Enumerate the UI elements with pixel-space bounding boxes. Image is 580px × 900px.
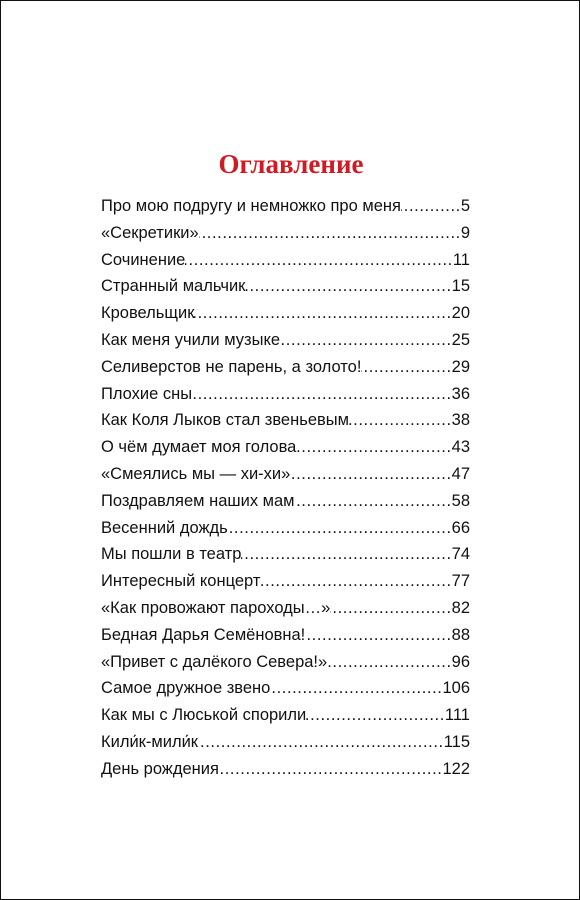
toc-entry-title: О чём думает моя голова [101,438,297,457]
toc-entry-title: «Смеялись мы — хи-хи» [101,464,291,483]
dot-leader [260,568,451,595]
toc-entry-page: 15 [451,277,470,296]
toc-entry-page: 36 [451,384,470,403]
toc-entry-page: 115 [443,732,470,751]
toc-entry [101,247,470,274]
toc-entry-page: 9 [460,223,470,242]
dot-leader [327,649,451,676]
toc-entry [101,541,470,568]
toc-entry [101,729,470,756]
toc-entry-page: 43 [451,438,470,457]
dot-leader [401,193,461,220]
toc-entry-title: Плохие сны [101,384,193,403]
toc-entry-title: Весенний дождь [101,518,228,537]
toc-entry-title: День рождения [101,759,219,778]
toc-entry [101,702,470,729]
toc-entry-page: 66 [451,518,470,537]
dot-leader [185,247,453,274]
toc-entry [101,220,470,247]
toc-entry-page: 88 [451,625,470,644]
toc-entry [101,515,470,542]
toc-entry-title: Бедная Дарья Семёновна! [101,625,306,644]
dot-leader [306,702,445,729]
dot-leader [270,675,442,702]
toc-entry-title: Селиверстов не парень, а золото! [101,357,362,376]
toc-entry [101,595,470,622]
toc-entry-title: «Привет с далёкого Севера!» [101,652,328,671]
toc-entry-title: Странный мальчик [101,277,246,296]
dot-leader [295,488,452,515]
toc-entry-title: Кили́к-мили́к [101,732,199,751]
dot-leader [199,220,461,247]
toc-entry-page: 82 [451,598,470,617]
toc-entry-title: Как Коля Лыков стал звеньевым [101,411,349,430]
toc-entry-page: 29 [451,357,470,376]
toc-entry-page: 20 [451,304,470,323]
toc-entry-title: Самое дружное звено [101,679,271,698]
toc-entry [101,273,470,300]
page-title: Оглавление [218,149,364,179]
toc-entry-title: Мы пошли в театр [101,545,242,564]
toc-entry-title: «Секретики» [101,223,199,242]
dot-leader [330,595,451,622]
dot-leader [228,515,452,542]
dot-leader [192,381,452,408]
toc-entry [101,675,470,702]
dot-leader [290,461,451,488]
toc-entry-page: 96 [451,652,470,671]
toc-entry [101,300,470,327]
toc-entry [101,756,470,783]
toc-entry [101,649,470,676]
toc-entry-page: 47 [451,464,470,483]
dot-leader [296,434,451,461]
toc-entry [101,622,470,649]
toc-entry-page: 11 [452,250,470,269]
dot-leader [361,354,451,381]
dot-leader [219,756,443,783]
toc-entry [101,327,470,354]
dot-leader [280,327,452,354]
toc-entry-title: Как меня учили музыке [101,330,281,349]
toc-entry-page: 25 [451,330,470,349]
dot-leader [241,541,451,568]
toc-entry-page: 74 [451,545,470,564]
dot-leader [245,273,451,300]
toc-entry [101,407,470,434]
toc-entry [101,193,470,220]
toc-entry-title: Интересный концерт [101,572,261,591]
toc-entry-page: 122 [442,759,470,778]
dot-leader [194,300,451,327]
toc-entry [101,568,470,595]
toc-entry-title: Кровельщик [101,304,195,323]
dot-leader [198,729,444,756]
toc-entry-title: «Как провожают пароходы…» [101,598,331,617]
toc-entry [101,488,470,515]
toc-entry-page: 77 [451,572,470,591]
toc-entry-page: 106 [442,679,470,698]
toc-entry [101,354,470,381]
toc-entry-page: 38 [451,411,470,430]
toc-entry [101,381,470,408]
toc-entry [101,461,470,488]
dot-leader [349,407,452,434]
toc-entry-page: 58 [451,491,470,510]
toc-entry-page: 5 [460,197,470,215]
toc-entry-title: Про мою подругу и немножко про меня [101,197,401,215]
toc-entry-title: Как мы с Люськой спорили [101,706,307,725]
toc-entry [101,434,470,461]
toc-entry-page: 111 [444,706,470,725]
toc-entry-title: Сочинение [101,250,186,269]
table-of-contents [101,193,470,783]
toc-entry-title: Поздравляем наших мам [101,491,295,510]
dot-leader [305,622,451,649]
